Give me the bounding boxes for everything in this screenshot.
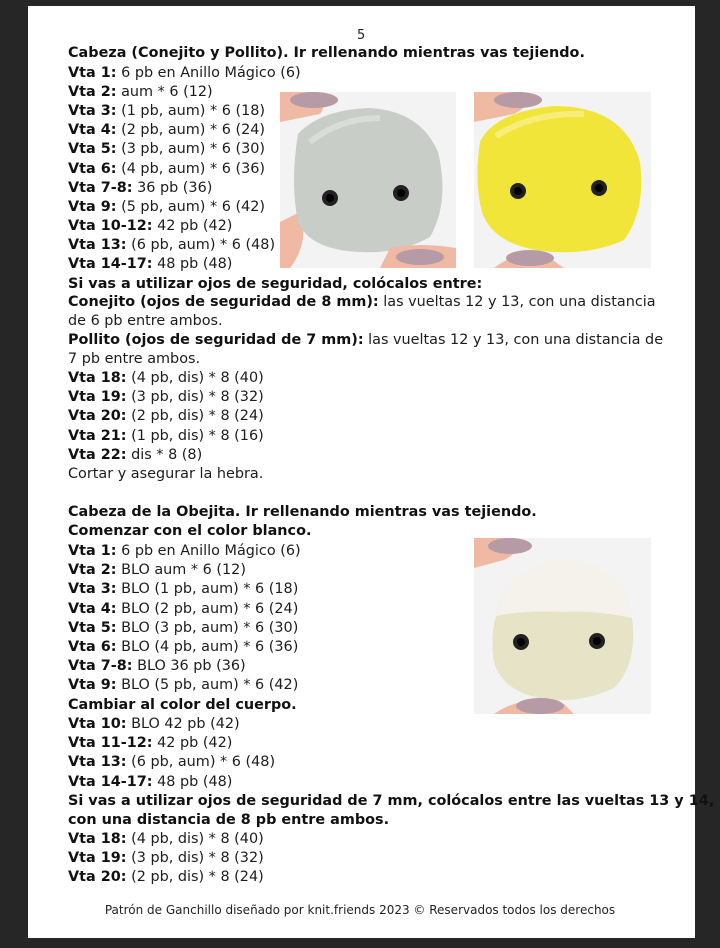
photo-sheep-head <box>474 538 651 714</box>
section2-subtitle: Comenzar con el color blanco. <box>68 523 312 539</box>
round-label: Vta 4: <box>68 600 117 617</box>
round-text: 6 pb en Anillo Mágico (6) <box>116 543 301 559</box>
round-line <box>68 64 301 82</box>
pollito-text-2: 7 pb entre ambos. <box>68 351 201 367</box>
round-line <box>68 160 265 178</box>
round-text: (6 pb, aum) * 6 (48) <box>126 236 276 253</box>
round-line <box>68 773 232 791</box>
round-line <box>68 121 265 139</box>
round-line <box>68 580 298 598</box>
round-line <box>68 715 240 733</box>
section1-title: Cabeza (Conejito y Pollito). Ir rellenando mientras vas tejiendo. <box>68 45 585 61</box>
round-label: Vta 10: <box>68 716 127 732</box>
round-label: Vta 3: <box>68 581 117 598</box>
section2-eyes-line-2: con una distancia de 8 pb entre ambos. <box>68 812 390 828</box>
conejito-eyes-line <box>68 293 656 311</box>
page-number: 5 <box>357 28 366 43</box>
round-label: Vta 14-17: <box>68 256 153 272</box>
round-line <box>68 179 212 197</box>
round-text: BLO 36 pb (36) <box>132 658 246 675</box>
round-label: Vta 2: <box>68 84 117 101</box>
round-label: Vta 14-17: <box>68 773 153 790</box>
round-label: Vta 18: <box>68 831 127 847</box>
round-text: (1 pb, aum) * 6 (18) <box>116 103 266 120</box>
round-line <box>68 561 246 579</box>
pollito-text-1: las vueltas 12 y 13, con una distancia de <box>363 332 664 348</box>
round-label: Vta 5: <box>68 619 117 636</box>
round-label: Vta 18: <box>68 370 127 386</box>
round-text: aum * 6 (12) <box>116 84 213 101</box>
round-label: Vta 13: <box>68 754 127 771</box>
round-text: BLO (2 pb, aum) * 6 (24) <box>116 600 299 617</box>
round-label: Vta 11-12: <box>68 735 153 752</box>
conejito-text-2: de 6 pb entre ambos. <box>68 313 223 329</box>
round-label: Vta 1: <box>68 65 117 81</box>
round-label: Vta 5: <box>68 141 117 158</box>
round-label: Vta 13: <box>68 236 127 253</box>
round-label: Vta 6: <box>68 639 117 655</box>
round-text: 48 pb (48) <box>152 256 233 272</box>
round-text: 36 pb (36) <box>132 179 213 196</box>
round-line <box>68 255 232 273</box>
round-text: (5 pb, aum) * 6 (42) <box>116 198 266 215</box>
round-text: (4 pb, dis) * 8 (40) <box>126 370 264 386</box>
round-text: BLO (5 pb, aum) * 6 (42) <box>116 677 299 694</box>
round-text: BLO (1 pb, aum) * 6 (18) <box>116 581 299 598</box>
round-label: Vta 19: <box>68 389 127 406</box>
photo-yellow-head <box>474 92 651 268</box>
round-text: 6 pb en Anillo Mágico (6) <box>116 65 301 81</box>
round-label: Vta 3: <box>68 103 117 120</box>
conejito-text-1: las vueltas 12 y 13, con una distancia <box>378 294 656 310</box>
section2-eyes-line-1: Si vas a utilizar ojos de seguridad de 7 mm, colócalos entre las vueltas 13 y 14, <box>68 793 715 809</box>
round-text: dis * 8 (8) <box>126 446 203 463</box>
round-line <box>68 140 265 158</box>
round-line <box>68 619 298 637</box>
page-footer: Patrón de Ganchillo diseñado por knit.friends 2023 © Reservados todos los derechos <box>104 903 616 917</box>
round-label: Vta 6: <box>68 160 117 177</box>
round-line <box>68 676 298 694</box>
round-label: Vta 2: <box>68 562 117 579</box>
round-label: Vta 22: <box>68 446 127 463</box>
round-text: 48 pb (48) <box>152 773 233 790</box>
pollito-eyes-line <box>68 331 663 349</box>
photo-gray-head <box>280 92 456 268</box>
round-line <box>68 849 264 867</box>
round-label: Vta 9: <box>68 198 117 215</box>
section2-title: Cabeza de la Obejita. Ir rellenando mientras vas tejiendo. <box>68 504 537 520</box>
section1-eyes-heading: Si vas a utilizar ojos de seguridad, colócalos entre: <box>68 276 483 292</box>
round-label: Vta 4: <box>68 122 117 139</box>
round-line <box>68 102 265 120</box>
round-line <box>68 217 232 235</box>
round-label: Vta 7-8: <box>68 658 133 675</box>
round-label: Vta 7-8: <box>68 179 133 196</box>
round-line <box>68 198 265 216</box>
round-text: BLO aum * 6 (12) <box>116 562 246 579</box>
round-text: (3 pb, aum) * 6 (30) <box>116 141 266 158</box>
round-label: Vta 1: <box>68 543 117 559</box>
round-line <box>68 638 298 656</box>
pollito-label: Pollito (ojos de seguridad de 7 mm): <box>68 332 364 348</box>
round-text: BLO 42 pb (42) <box>126 716 240 732</box>
round-line <box>68 753 275 771</box>
round-text: (3 pb, dis) * 8 (32) <box>126 850 264 867</box>
conejito-label: Conejito (ojos de seguridad de 8 mm): <box>68 294 379 310</box>
round-text: (1 pb, dis) * 8 (16) <box>126 427 264 444</box>
round-text: (6 pb, aum) * 6 (48) <box>126 754 276 771</box>
round-text: (2 pb, dis) * 8 (24) <box>126 408 264 425</box>
round-label: Vta 9: <box>68 677 117 694</box>
round-line <box>68 734 232 752</box>
round-text: 42 pb (42) <box>152 217 233 234</box>
round-label: Vta 21: <box>68 427 127 444</box>
round-text: (4 pb, dis) * 8 (40) <box>126 831 264 847</box>
round-label: Vta 19: <box>68 850 127 867</box>
round-text: BLO (3 pb, aum) * 6 (30) <box>116 619 299 636</box>
round-text: (2 pb, dis) * 8 (24) <box>126 869 264 886</box>
section2-change-color: Cambiar al color del cuerpo. <box>68 697 297 713</box>
round-line <box>68 446 202 464</box>
round-label: Vta 20: <box>68 408 127 425</box>
round-line <box>68 83 213 101</box>
round-line <box>68 369 264 387</box>
round-text: BLO (4 pb, aum) * 6 (36) <box>116 639 299 655</box>
round-line <box>68 427 264 445</box>
round-line <box>68 388 264 406</box>
round-label: Vta 20: <box>68 869 127 886</box>
round-line <box>68 236 275 254</box>
round-text: (2 pb, aum) * 6 (24) <box>116 122 266 139</box>
round-text: 42 pb (42) <box>152 735 233 752</box>
round-line <box>68 830 264 848</box>
section1-closing: Cortar y asegurar la hebra. <box>68 466 264 482</box>
round-text: (3 pb, dis) * 8 (32) <box>126 389 264 406</box>
round-line <box>68 600 298 618</box>
round-line <box>68 407 264 425</box>
round-label: Vta 10-12: <box>68 217 153 234</box>
round-text: (4 pb, aum) * 6 (36) <box>116 160 266 177</box>
round-line <box>68 542 301 560</box>
round-line <box>68 657 246 675</box>
round-line <box>68 868 264 886</box>
